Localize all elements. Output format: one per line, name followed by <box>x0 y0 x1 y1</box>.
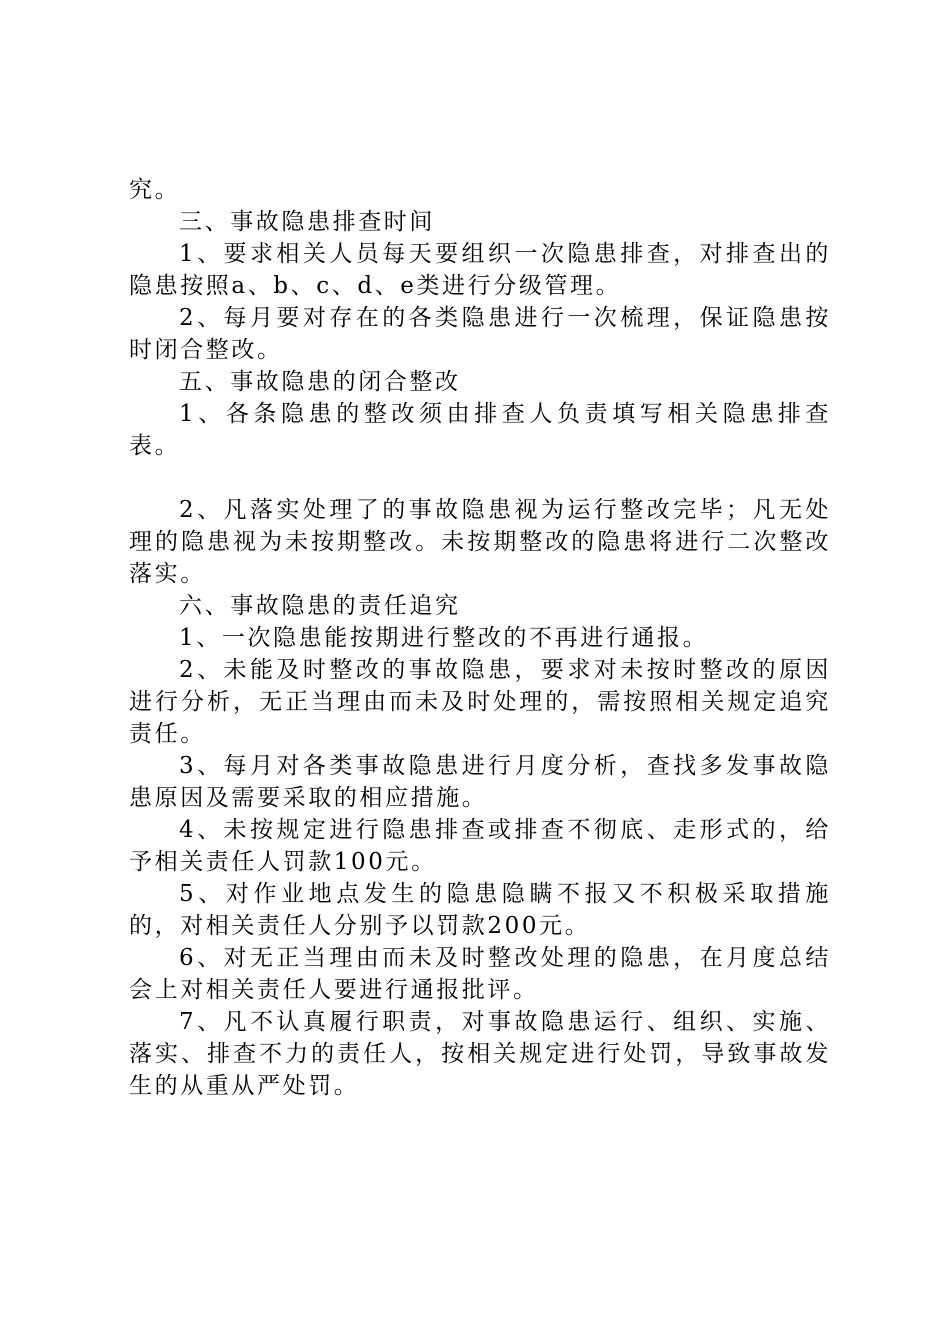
paragraph-accountability-5: 5、对作业地点发生的隐患隐瞒不报又不积极采取措施的，对相关责任人分别予以罚款200元。 <box>129 881 831 939</box>
section-heading-accountability: 六、事故隐患的责任追究 <box>179 593 461 619</box>
paragraph-accountability-3: 3、每月对各类事故隐患进行月度分析，查找多发事故隐患原因及需要采取的相应措施。 <box>129 753 831 811</box>
section-heading-inspection-time: 三、事故隐患排查时间 <box>179 209 435 235</box>
paragraph-accountability-2: 2、未能及时整改的事故隐患，要求对未按时整改的原因进行分析，无正当理由而未及时处理的，需按照相关规定追究责任。 <box>129 657 831 747</box>
paragraph-closure-1: 1、各条隐患的整改须由排查人负责填写相关隐患排查表。 <box>129 401 831 459</box>
paragraph-accountability-6: 6、对无正当理由而未及时整改处理的隐患，在月度总结会上对相关责任人要进行通报批评。 <box>129 945 831 1003</box>
paragraph-closure-2: 2、凡落实处理了的事故隐患视为运行整改完毕；凡无处理的隐患视为未按期整改。未按期整改的隐患将进行二次整改落实。 <box>129 497 831 587</box>
paragraph-accountability-1: 1、一次隐患能按期进行整改的不再进行通报。 <box>179 625 709 651</box>
paragraph-accountability-7: 7、凡不认真履行职责，对事故隐患运行、组织、实施、落实、排查不力的责任人，按相关规定进行处罚，导致事故发生的从重从严处罚。 <box>129 1009 831 1099</box>
document-body <box>129 174 831 1102</box>
paragraph-accountability-4: 4、未按规定进行隐患排查或排查不彻底、走形式的，给予相关责任人罚款100元。 <box>129 817 831 875</box>
paragraph-inspection-2: 2、每月要对存在的各类隐患进行一次梳理，保证隐患按时闭合整改。 <box>129 305 831 363</box>
paragraph-inspection-1: 1、要求相关人员每天要组织一次隐患排查，对排查出的隐患按照a、b、c、d、e类进行分级管理。 <box>129 241 831 299</box>
section-heading-closure: 五、事故隐患的闭合整改 <box>179 369 461 395</box>
paragraph-continuation: 究。 <box>129 177 181 203</box>
